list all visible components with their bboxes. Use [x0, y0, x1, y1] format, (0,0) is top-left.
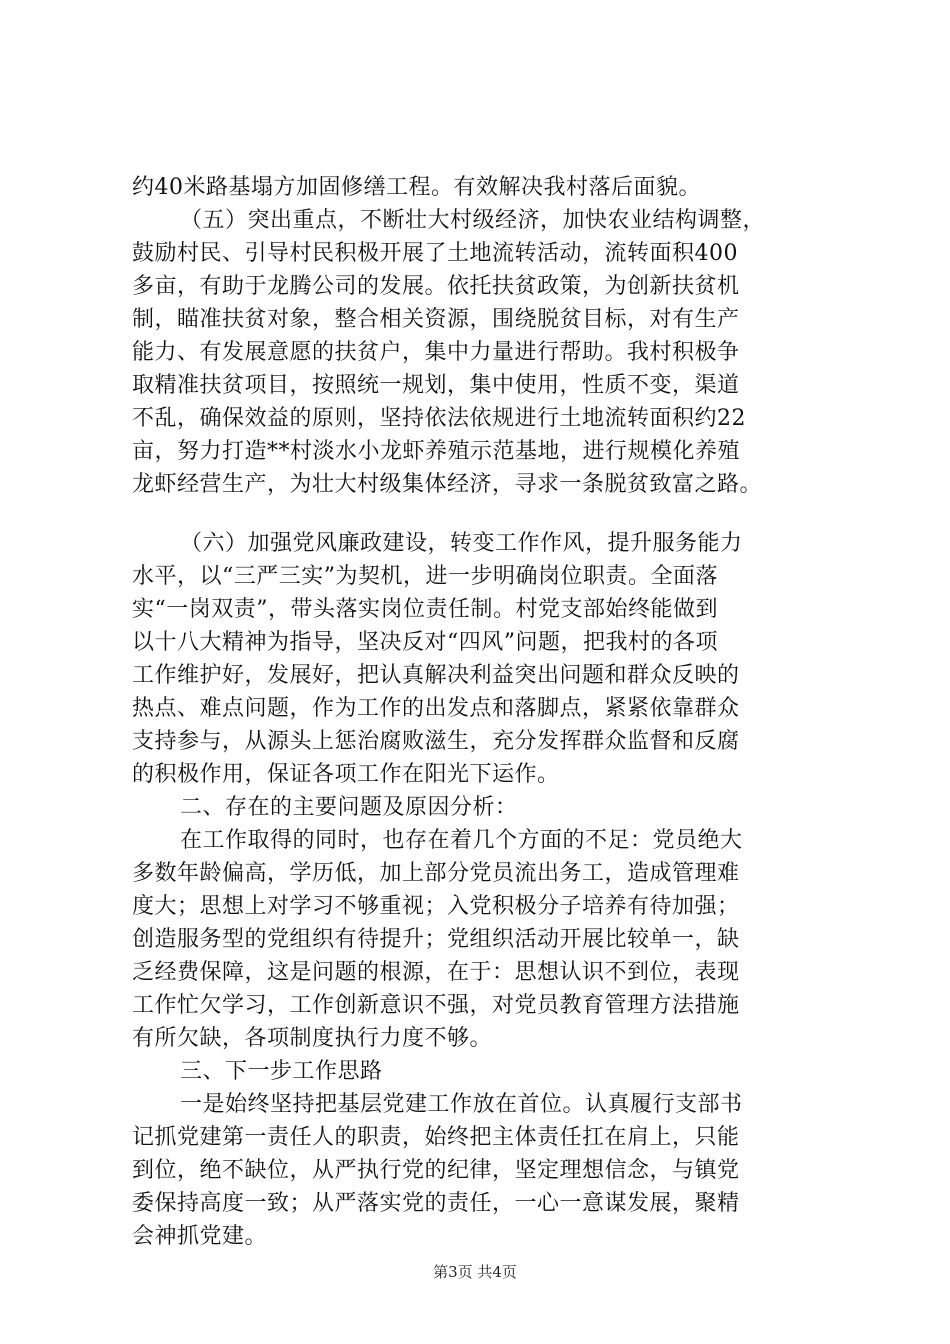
text-line: 亩，努力打造**村淡水小龙虾养殖示范基地，进行规模化养殖: [132, 439, 741, 464]
text-line: 能力、有发展意愿的扶贫户，集中力量进行帮助。我村积极争: [132, 340, 740, 365]
text-line: （五）突出重点，不断壮大村级经济，加快农业结构调整，: [180, 208, 766, 233]
text-line: 一是始终坚持把基层党建工作放在首位。认真履行支部书: [180, 1092, 743, 1117]
text-line: 记抓党建第一责任人的职责，始终把主体责任扛在肩上，只能: [132, 1125, 740, 1150]
text-line: 龙虾经营生产，为壮大村级集体经济，寻求一条脱贫致富之路。: [132, 472, 763, 497]
text-line: 工作忙欠学习，工作创新意识不强，对党员教育管理方法措施: [132, 993, 740, 1018]
text-line: 取精准扶贫项目，按照统一规划，集中使用，性质不变，渠道: [132, 373, 740, 398]
text-line: 工作维护好，发展好，把认真解决利益突出问题和群众反映的: [132, 663, 740, 688]
text-line: 约40米路基塌方加固修缮工程。有效解决我村落后面貌。: [132, 175, 701, 200]
text-line: 多亩，有助于龙腾公司的发展。依托扶贫政策，为创新扶贫机: [132, 274, 740, 299]
text-line: 水平，以“三严三实”为契机，进一步明确岗位职责。全面落: [132, 564, 718, 589]
text-line: 有所欠缺，各项制度执行力度不够。: [132, 1026, 493, 1051]
text-line: 鼓励村民、引导村民积极开展了土地流转活动，流转面积400: [132, 241, 738, 266]
text-line: 会神抓党建。: [132, 1224, 268, 1249]
text-line: （六）加强党风廉政建设，转变工作作风，提升服务能力: [180, 531, 743, 556]
text-line: 热点、难点问题，作为工作的出发点和落脚点，紧紧依靠群众: [132, 696, 740, 721]
text-line: 到位，绝不缺位，从严执行党的纪律，坚定理想信念，与镇党: [132, 1158, 740, 1183]
text-line: 委保持高度一致；从严落实党的责任，一心一意谋发展，聚精: [132, 1191, 740, 1216]
text-line: 不乱，确保效益的原则，坚持依法依规进行土地流转面积约22: [132, 406, 746, 431]
text-line: 支持参与，从源头上惩治腐败滋生，充分发挥群众监督和反腐: [132, 729, 740, 754]
section-heading: 三、下一步工作思路: [180, 1059, 383, 1084]
text-line: 实“一岗双责”，带头落实岗位责任制。村党支部始终能做到: [132, 597, 718, 622]
text-line: 度大；思想上对学习不够重视；入党积极分子培养有待加强；: [132, 894, 740, 919]
page-footer: 第3页 共4页: [433, 1263, 517, 1281]
text-line: 在工作取得的同时，也存在着几个方面的不足：党员绝大: [180, 828, 743, 853]
text-line: 创造服务型的党组织有待提升；党组织活动开展比较单一，缺: [132, 927, 740, 952]
text-line: 的积极作用，保证各项工作在阳光下运作。: [132, 762, 560, 787]
section-heading: 二、存在的主要问题及原因分析：: [180, 795, 518, 820]
text-line: 以十八大精神为指导，坚决反对“四风”问题，把我村的各项: [132, 630, 718, 655]
text-line: 乏经费保障，这是问题的根源，在于：思想认识不到位，表现: [132, 960, 740, 985]
text-line: 制，瞄准扶贫对象，整合相关资源，围绕脱贫目标，对有生产: [132, 307, 740, 332]
text-line: 多数年龄偏高，学历低，加上部分党员流出务工，造成管理难: [132, 861, 740, 886]
